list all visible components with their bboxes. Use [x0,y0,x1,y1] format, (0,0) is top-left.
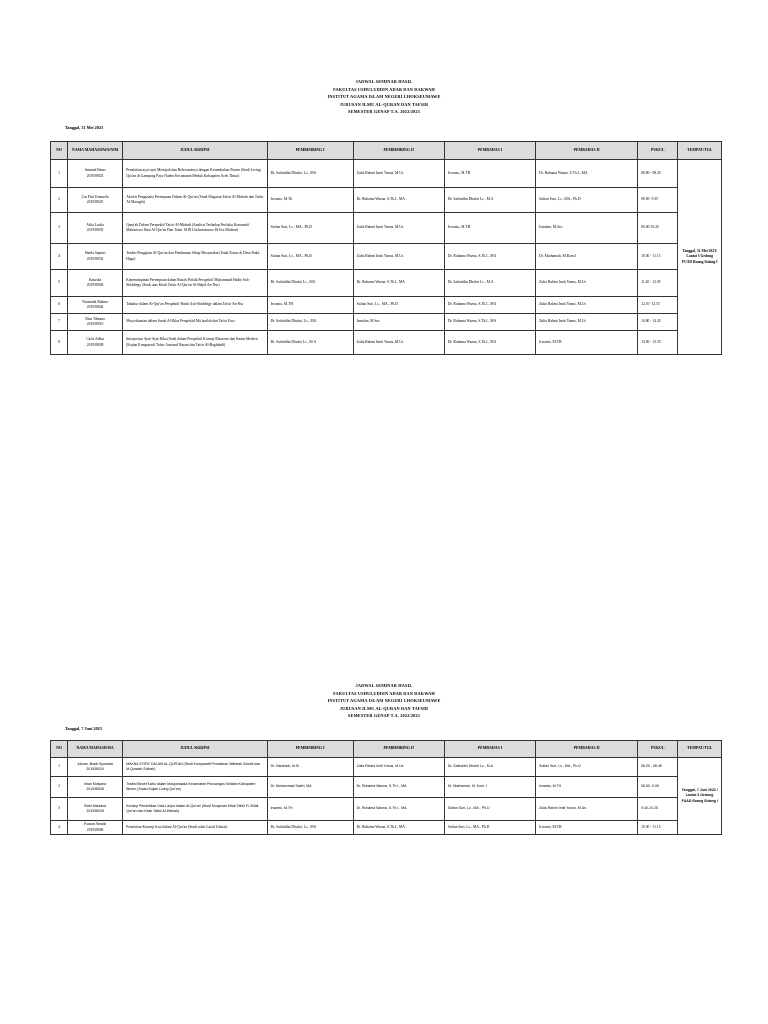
examiner-1: Dr. Ruhama Wazna, S.Th.I., MA [444,297,535,314]
row-number: 2 [51,188,68,213]
student-cell [67,331,122,355]
column-header: NO [51,142,68,160]
supervisor-1: Dr. Saifuddin Dhuhri, Lc., MA [267,314,353,331]
column-header: TEMPAT/TGL [678,741,722,758]
examiner-2: Sufian Suri, Lc., MA., Ph.D [536,188,638,213]
column-header: NO [51,741,68,758]
supervisor-2: Ismulan, M.Soc [353,314,444,331]
column-header: PEMBAHAS I [444,142,535,160]
table-row [51,821,722,835]
location-date: Tanggal, 7 Juni 2023 / Lantai 3 Gedung FUAD Ruang Sidang I [678,758,722,835]
supervisor-2: Dr. Ruhama Wazna, S.Th.I., MA [353,798,444,821]
session-time: 12.10- 12.55 [638,297,678,314]
table-row [51,213,722,244]
table-row [51,777,722,798]
examiner-1: Sufian Suri, Lc., MA., Ph.D [444,821,535,835]
row-number: 8 [51,331,68,355]
student-nim: 201938048 [86,283,104,287]
student-nim: 201938008 [86,787,104,791]
session-time: 08.00 - 08.45 [638,160,678,188]
session-time: 9.40-10.25 [638,798,678,821]
examiner-2: Irwanto, M.TH [536,821,638,835]
supervisor-2: Zulia Rahmi Imiti Yunus, M.Us [353,160,444,188]
schedule-heading [0,682,768,720]
table-row [51,758,722,777]
supervisor-2: Dr. Ruhama Wazna, S.Th.I., MA [353,777,444,798]
heading-line: JURUSAN ILMU AL-QURAN DAN TAFSIR [339,101,429,107]
thesis-title: Penafsiran ayat-ayat Mestajab dan Relevansinya dengan Kesembuhan Pasien (Studi Living Qur'an di Gampong Paya Naden Kecamatan Meduk Kabupaten Aceh Timur) [123,160,267,188]
table-header-row [51,741,722,758]
thesis-title: Aktivis Pengusaha Perempuan Dalam Al-Qur'an (Studi Mugaran Tafsir Al-Misbah dan Tafsir Al-Maraghi) [123,188,267,213]
row-number: 3 [51,798,68,821]
student-nim: 201938006 [86,827,104,832]
student-name: Ammad Ilmus [84,168,106,173]
examiner-1: Dr. Saifuddin Dhuhri Lc., M.A [444,188,535,213]
heading-line: JADWAL SEMINAR HASIL [355,683,413,688]
column-header: NAMA MAHASISWA/NIM [67,142,122,160]
supervisor-1: Irwanto, M.TH [267,798,353,821]
session-time: 10.30 - 11.15 [638,244,678,270]
student-nim: 201938032 [86,256,104,261]
student-name: Fauzan Amada [84,822,107,827]
supervisor-1: Sufian Suri, Lc., MA., Ph.D [267,244,353,270]
supervisor-1: Dr. Muhammad Saleh, MA [267,777,353,798]
heading-line: SEMESTER GENAP T.A. 2022/2023 [348,109,420,115]
examiner-2: Dr. Marhamah, M.Kom.I [536,244,638,270]
examiner-1: Dr. Marhamah, M. Kom. I [444,777,535,798]
supervisor-1: Dr. Damhadi, M.Si [267,758,353,777]
row-number: 6 [51,297,68,314]
schedule-table [50,740,722,835]
student-name: Nurmalul Rahma [82,299,108,304]
table-row [51,188,722,213]
heading-line: JADWAL SEMINAR HASIL [355,79,413,84]
student-name: Kanzula [88,277,102,282]
examiner-2: Zulia Rahmi Imiti Yunus, M.Us [536,798,638,821]
examiner-1: Dr. Ruhama Wazna, S.Th.I., MA [444,314,535,331]
examiner-1: Irwanto, M.TH [444,213,535,244]
supervisor-1: Dr. Saifuddin Dhuhri, Lc., MA [267,821,353,835]
row-number: 1 [51,758,68,777]
examiner-2: Irwanto, M.TH [536,777,638,798]
thesis-title: Qana'ah Dalam Perspektif Tafsir Al-Misbah (Analisis Terhadap Perilaku Konsumtif Mahasiswa Ilmu Al-Qur'an Dan Tafsir IAIN Lhokseumawe Di Era Modern) [123,213,267,244]
thesis-title: Takabur dalam Al-Qur'an Perspektif Hasbi Ash-Shiddiegy dalam Tafsir An-Nur [123,297,267,314]
student-name: Afifa Lutfia [86,222,104,227]
thesis-title: Penafsiran Konsep Jiwa dalam Al-Qur'an (Studi tafsir Lataif Isharat) [123,821,267,835]
schedule-page-2 [0,682,768,832]
heading-line: SEMESTER GENAP T.A. 2022/2023 [348,713,420,719]
examiner-1: Dr. Ruhama Wazna, S.Th.I., MA [444,331,535,355]
examiner-2: Ismulan, M.Soc [536,213,638,244]
thesis-title: Musyrikunian dalam Surah Al-Iklas Perspektif Mu'tazilah dan Tafsir Fuzi [123,314,267,331]
student-cell [67,314,122,331]
heading-line: JURUSAN ILMU AL-QURAN DAN TAFSIR [339,705,429,711]
session-time: 08.50- 9.35 [638,188,678,213]
examiner-1: Dr. Ruhama Wazna, S.Th.I., MA [444,244,535,270]
schedule-page-1 [0,78,768,347]
supervisor-1: Irwanto, M.Th [267,188,353,213]
student-nim: 201938038 [86,342,104,347]
session-time: 10.30 - 11.15 [638,821,678,835]
student-cell [67,160,122,188]
session-time: 14.00 - 14.45 [638,314,678,331]
thesis-title: Konsep Pendidikan Usia Lanjut dalam Al-Qur'an (Studi Muqarran Kitab Tafsir Fi Zhilal Qur'an dan Kitab Tafsir Al-Misbah) [123,798,267,821]
student-cell [67,777,122,798]
column-header: TEMPAT/TGL [678,142,722,160]
student-cell [67,297,122,314]
examiner-2: Zulia Rahmi Imiti Yunus, M.Us [536,314,638,331]
supervisor-2: Dr. Ruhama Wazna, S.Th.I., MA [353,188,444,213]
column-header: PEMBIMBING II [353,142,444,160]
column-header: JUDUL SKRIPSI [123,741,267,758]
student-name: Azizan Jihadi Syuhada [77,761,113,766]
student-nim: 201938035 [86,228,104,232]
row-number: 4 [51,244,68,270]
supervisor-1: Irwanto, M.TH [267,297,353,314]
thesis-title: Interpretasi Ayat-Ayat Riba (Studi dalam Perspektif Konsep Ekonomi dan Kaum Modern (Kajian Komparatif Tafsir Anwarul Bayan dan Tafsir Al-Baghdadi) [123,331,267,355]
row-number: 5 [51,270,68,297]
student-cell [67,821,122,835]
table-row [51,798,722,821]
session-time: 09.40-10.25 [638,213,678,244]
student-cell [67,188,122,213]
schedule-date: Tanggal, 31 Mei 2023 [65,125,104,130]
row-number: 7 [51,314,68,331]
column-header: PEMBIMBING II [353,741,444,758]
examiner-2: Sufian Suri, Lc., MA., Ph.D [536,758,638,777]
student-name: Carla Adiba [86,337,104,342]
examiner-2: Zulia Rahmi Imiti Yunus, M.Us [536,297,638,314]
location-date: Tanggal, 31 Mei 2023/ Lantai 3 Gedung FUAD Ruang Sidang I [678,160,722,355]
student-nim: 201938024 [86,767,104,771]
examiner-2: Zulia Rahmi Imiti Yunus, M.Us [536,270,638,297]
supervisor-1: Sufian Suri, Lc., MA., Ph.D [267,213,353,244]
student-nim: 201938023 [86,173,104,178]
session-time: 11.20 - 12.05 [638,270,678,297]
table-row [51,331,722,355]
examiner-2: Dr. Ruhama Wazna, S.Th.I., MA [536,160,638,188]
student-cell [67,798,122,821]
student-name: Rizki Maulana [84,803,107,808]
column-header: PEMBIMBING I [267,741,353,758]
heading-line: INSTITUT AGAMA ISLAM NEGERI LHOKSEUMAWE [327,698,441,704]
supervisor-1: Dr. Saifuddin Dhuhri Lc., MA [267,270,353,297]
schedule-heading [0,78,768,116]
table-row [51,270,722,297]
table-row [51,160,722,188]
student-cell [67,244,122,270]
column-header: PEMBAHAS II [536,741,638,758]
session-time: 14.50 - 15.35 [638,331,678,355]
supervisor-2: Dr. Ruhama Wazna, S.Th.I., MA [353,270,444,297]
examiner-1: Dr. Saifuddin Dhuhri Lc., M.A [444,758,535,777]
student-cell [67,213,122,244]
thesis-title: MAKNA SYIFA' DALAM AL-QUR'AN (Studi Komparatif Penafsiran Wahbah Zuhaili dan M.Quraish Shihab) [123,758,267,777]
student-nim: 201938019 [86,322,104,326]
row-number: 2 [51,777,68,798]
student-name: Intan Mulyana [84,781,107,786]
supervisor-2: Zulia Rahmi Imiti Yunus, M.Us [353,758,444,777]
student-cell [67,758,122,777]
examiner-1: Dr. Saifuddin Dhuhri Lc., M.A [444,270,535,297]
supervisor-2: Zulia Rahmi Imiti Yunus, M.Us [353,213,444,244]
session-time: 08.00 - 08.45 [638,758,678,777]
row-number: 3 [51,213,68,244]
student-name: Cut Fitri Kemuela [81,194,109,199]
thesis-title: Tradisi Beuet Kaho dalam Masyarakata Kecamatan Peusangan Selatan Kabupaten Bireun (Suatu Kajian Living Qur'an) [123,777,267,798]
student-cell [67,270,122,297]
thesis-title: Tradisi Pengajian Al-Qur'an dan Pembinaan Sikap Masyarakat (Studi Kasus di Desa Bukit Hagu) [123,244,267,270]
column-header: PUKUL [638,142,678,160]
supervisor-2: Sufian Suri, Lc., MA., Ph.D [353,297,444,314]
table-row [51,244,722,270]
student-name: Riza Tabrana [85,316,105,321]
supervisor-1: Dr. Saifuddin Dhuhri, Lc., MA [267,160,353,188]
column-header: PEMBAHAS II [536,142,638,160]
column-header: PUKUL [638,741,678,758]
row-number: 1 [51,160,68,188]
supervisor-2: Dr. Ruhama Wazna, S.Th.I., MA [353,821,444,835]
schedule-date: Tanggal, 7 Juni 2023 [65,726,102,731]
thesis-title: Kepemimpinan Perempuan dalam Ranah Politik Perspektif Muhammad Hadie Ash-Shiddiegy (Studi atas Kitab Tafsir Al-Qur'an Al-Majid An-Nur) [123,270,267,297]
heading-line: INSTITUT AGAMA ISLAM NEGERI LHOKSEUMAWE [327,94,441,100]
examiner-1: Irwanto, M.TH [444,160,535,188]
row-number: 4 [51,821,68,835]
student-nim: 201938025 [86,200,104,204]
supervisor-1: Dr. Saifuddin Dhuhri Lc., M.A [267,331,353,355]
student-name: Sheila Saputri [84,251,106,256]
examiner-1: Sufian Suri, Lc., MA., Ph.D [444,798,535,821]
student-nim: 201938018 [86,809,104,813]
table-header-row [51,142,722,160]
examiner-2: Irwanto, M.TH [536,331,638,355]
column-header: NAMA MAHASISWA [67,741,122,758]
student-nim: 201938044 [86,305,104,309]
supervisor-2: Zulia Rahmi Imiti Yunus, M.Us [353,244,444,270]
supervisor-2: Zulia Rahmi Imiti Yunus, M.Us [353,331,444,355]
table-row [51,297,722,314]
session-time: 08.50- 9.35 [638,777,678,798]
table-row [51,314,722,331]
heading-line: FAKULTAS USHULUDDIN ADAB DAN DAKWAH [333,86,435,92]
schedule-table [50,141,722,355]
column-header: JUDUL SKRIPSI [123,142,267,160]
column-header: PEMBAHAS I [444,741,535,758]
heading-line: FAKULTAS USHULUDDIN ADAB DAN DAKWAH [333,690,435,696]
column-header: PEMBIMBING I [267,142,353,160]
